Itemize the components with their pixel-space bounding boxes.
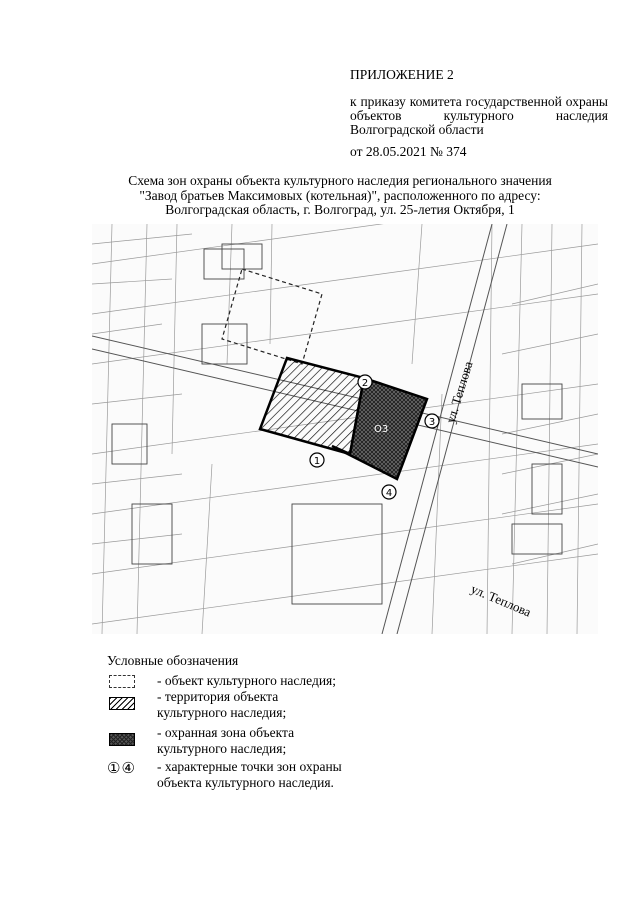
scheme-title-line-2: "Завод братьев Максимовых (котельная)", расположенного по адресу: [139,187,541,203]
legend-item-label [157,689,407,721]
scheme-title-line-3: Волгоградская область, г. Волгоград, ул. 25-летия Октября, 1 [165,202,515,217]
point-label-4: 4 [385,488,393,499]
order-date: от 28.05.2021 № 374 [350,144,467,159]
heritage-territory-zone [260,358,364,454]
legend-item-line: объекта культурного наследия. [157,775,334,790]
points-symbol: ①④ [107,759,136,777]
hatched-symbol [109,697,135,710]
street-label-teplova-1: ул. Теплова [442,359,476,425]
map-drawing [92,224,598,634]
legend-item-label [157,725,407,757]
zone-label-o3: О3 [374,424,389,435]
legend-item-line: культурного наследия; [157,705,287,720]
scheme-title [100,174,580,218]
crosshatched-symbol [109,733,135,746]
legend-item-line: культурного наследия; [157,741,287,756]
point-marker-1 [310,453,324,467]
cadastral-map [92,224,598,634]
point-marker-4 [382,485,396,499]
legend-item-line: - охранная зона объекта [157,725,295,740]
point-label-3: 3 [428,417,436,428]
legend-item-label [157,673,407,689]
order-reference: к приказу комитета государственной охраны объектов культурного наследия Волгоградской области [350,94,608,137]
dashed-outline-symbol [109,675,135,688]
legend-title: Условные обозначения [107,653,239,668]
legend-item-line: - объект культурного наследия; [157,673,337,688]
scheme-title-line-1: Схема зон охраны объекта культурного наследия регионального значения [128,173,552,188]
appendix-title: ПРИЛОЖЕНИЕ 2 [350,67,454,82]
legend-item-line: - характерные точки зон охраны [157,759,342,774]
legend-item-label [157,759,407,791]
point-marker-3 [425,414,439,428]
street-label-teplova-2: ул. Теплова [468,580,534,620]
point-label-2: 2 [361,378,369,389]
legend-item-line: - территория объекта [157,689,279,704]
point-marker-2 [358,375,372,389]
point-label-1: 1 [313,456,321,467]
